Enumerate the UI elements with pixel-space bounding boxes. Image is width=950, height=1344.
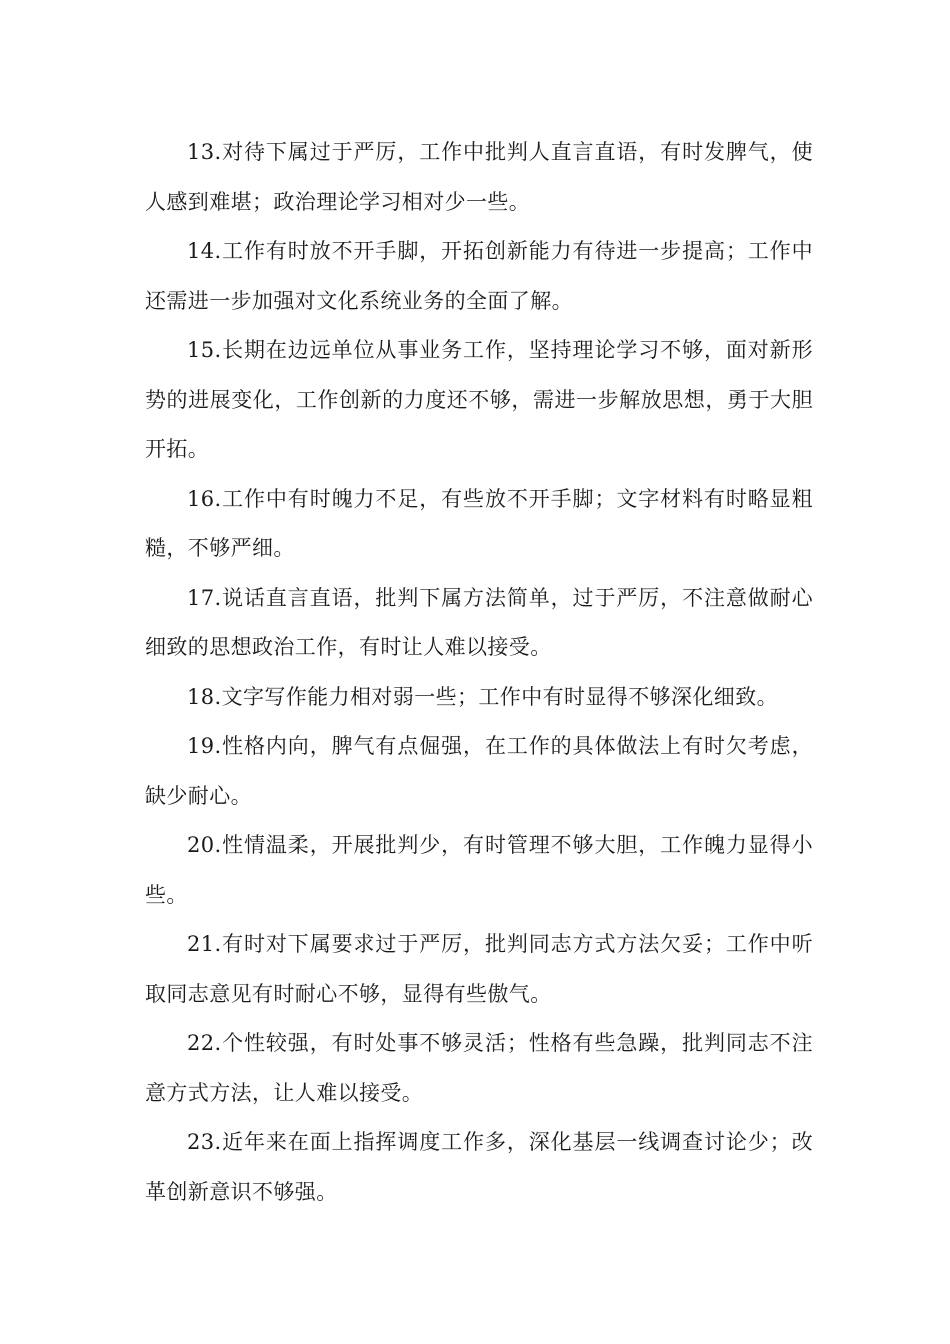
list-item-17: 17.说话直言直语，批判下属方法简单，过于严厉，不注意做耐心细致的思想政治工作，有时让人难以接受。: [145, 585, 813, 659]
list-item-21: 21.有时对下属要求过于严厉，批判同志方式方法欠妥；工作中听取同志意见有时耐心不够，显得有些傲气。: [145, 932, 813, 1006]
list-item-20: 20.性情温柔，开展批判少，有时管理不够大胆，工作魄力显得小些。: [145, 833, 813, 907]
list-item-13: 13.对待下属过于严厉，工作中批判人直言直语，有时发脾气，使人感到难堪；政治理论学习相对少一些。: [145, 140, 813, 214]
list-item-15: 15.长期在边远单位从事业务工作，坚持理论学习不够，面对新形势的进展变化，工作创新的力度还不够，需进一步解放思想，勇于大胆开拓。: [145, 338, 813, 461]
list-item-19: 19.性格内向，脾气有点倔强，在工作的具体做法上有时欠考虑，缺少耐心。: [145, 734, 813, 808]
list-item-22: 22.个性较强，有时处事不够灵活；性格有些急躁，批判同志不注意方式方法，让人难以接受。: [145, 1031, 813, 1105]
list-item-14: 14.工作有时放不开手脚，开拓创新能力有待进一步提高；工作中还需进一步加强对文化系统业务的全面了解。: [145, 239, 813, 313]
list-item-23: 23.近年来在面上指挥调度工作多，深化基层一线调查讨论少；改革创新意识不够强。: [145, 1130, 813, 1204]
list-item-18: 18.文字写作能力相对弱一些；工作中有时显得不够深化细致。: [187, 684, 778, 709]
document-page: [145, 128, 813, 1217]
list-item-16: 16.工作中有时魄力不足，有些放不开手脚；文字材料有时略显粗糙，不够严细。: [145, 486, 813, 560]
